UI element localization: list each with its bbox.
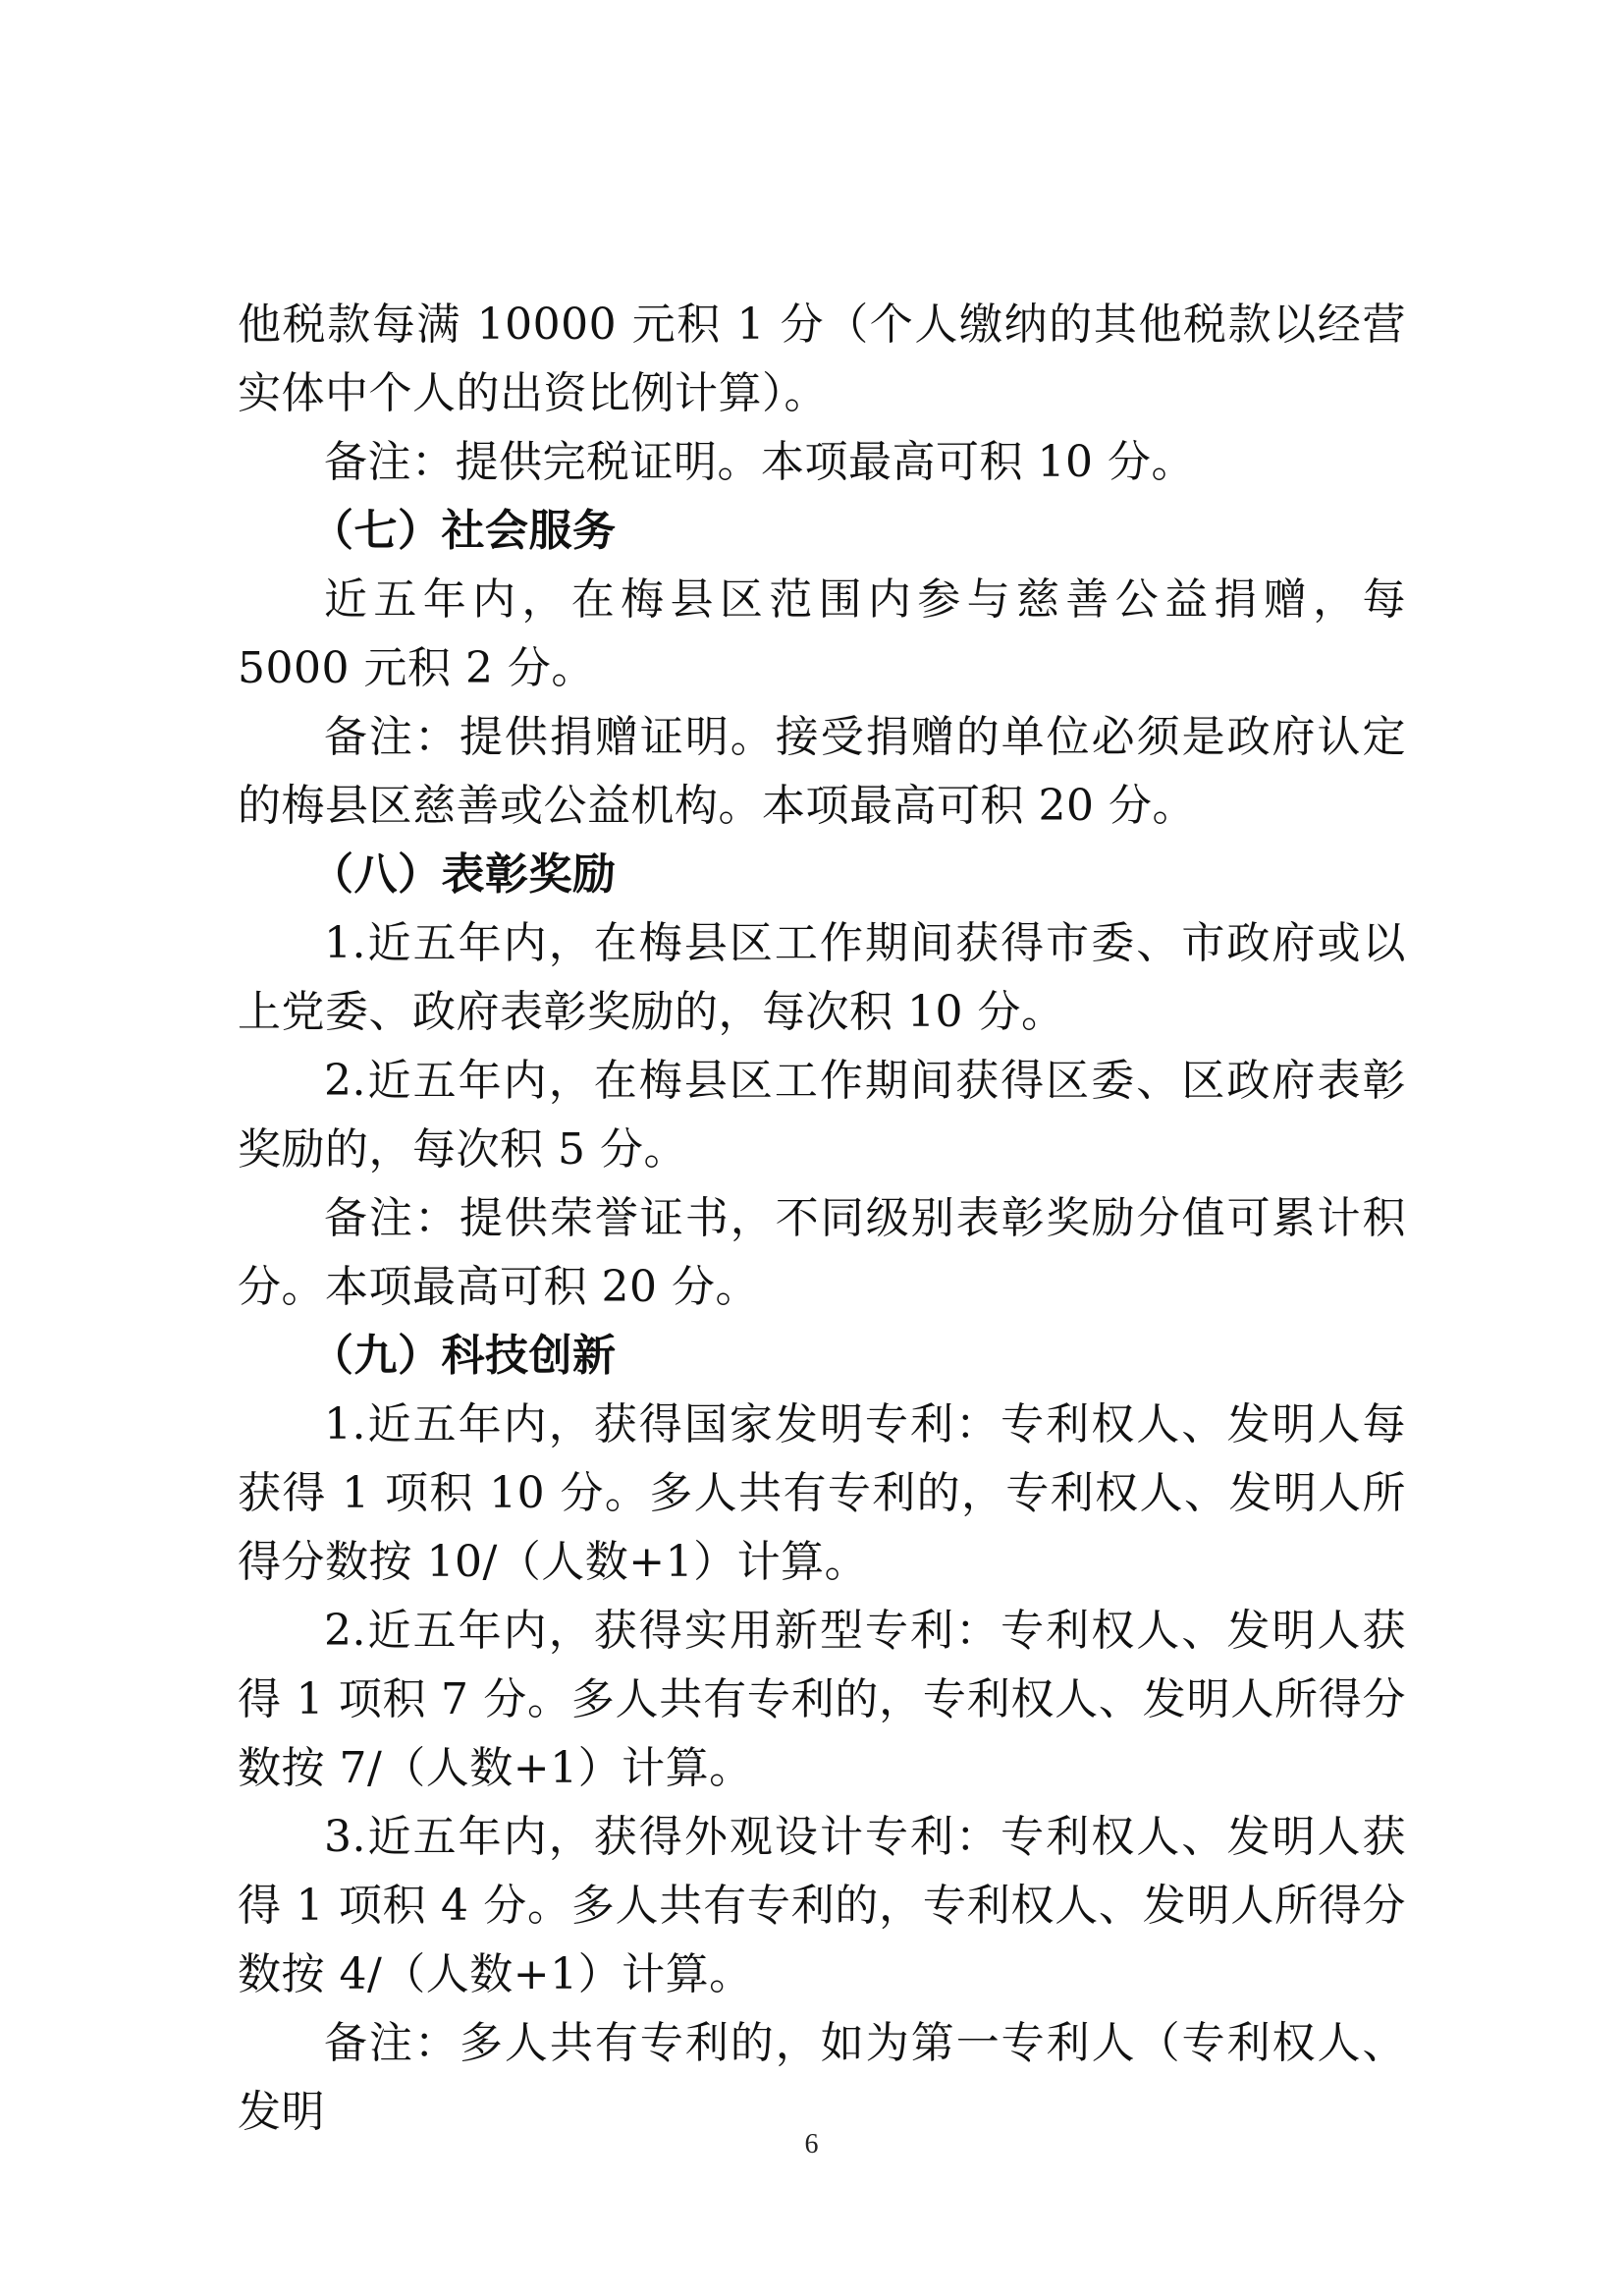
paragraph-award-note: 备注：提供荣誉证书，不同级别表彰奖励分值可累计积分。本项最高可积 20 分。: [238, 1193, 1406, 1312]
paragraph-award-district: 2.近五年内，在梅县区工作期间获得区委、区政府表彰奖励的，每次积 5 分。: [238, 1056, 1406, 1175]
section-heading-awards: （八）表彰奖励: [310, 849, 617, 900]
paragraph-tax-note: 备注：提供完税证明。本项最高可积 10 分。: [324, 437, 1195, 487]
paragraph-invention-patent: 1.近五年内，获得国家发明专利：专利权人、发明人每获得 1 项积 10 分。多人共有专利的，专利权人、发明人所得分数按 10/（人数+1）计算。: [238, 1399, 1406, 1587]
document-body: [238, 291, 1406, 2147]
paragraph-donation: 近五年内，在梅县区范围内参与慈善公益捐赠，每 5000 元积 2 分。: [238, 574, 1406, 693]
paragraph-design-patent: 3.近五年内，获得外观设计专利：专利权人、发明人获得 1 项积 4 分。多人共有专利的，专利权人、发明人所得分数按 4/（人数+1）计算。: [238, 1812, 1406, 1999]
paragraph-donation-note: 备注：提供捐赠证明。接受捐赠的单位必须是政府认定的梅县区慈善或公益机构。本项最高可积 20 分。: [238, 712, 1406, 831]
paragraph-utility-patent: 2.近五年内，获得实用新型专利：专利权人、发明人获得 1 项积 7 分。多人共有专利的，专利权人、发明人所得分数按 7/（人数+1）计算。: [238, 1606, 1406, 1793]
paragraph-tax-continuation: 他税款每满 10000 元积 1 分（个人缴纳的其他税款以经营实体中个人的出资比例计算）。: [238, 300, 1406, 418]
paragraph-award-city: 1.近五年内，在梅县区工作期间获得市委、市政府或以上党委、政府表彰奖励的，每次积 10 分。: [238, 918, 1406, 1037]
paragraph-patent-note: 备注：多人共有专利的，如为第一专利人（专利权人、发明: [238, 2018, 1406, 2137]
section-heading-innovation: （九）科技创新: [310, 1331, 617, 1381]
section-heading-social-service: （七）社会服务: [310, 506, 617, 556]
page-number: 6: [804, 2129, 819, 2159]
